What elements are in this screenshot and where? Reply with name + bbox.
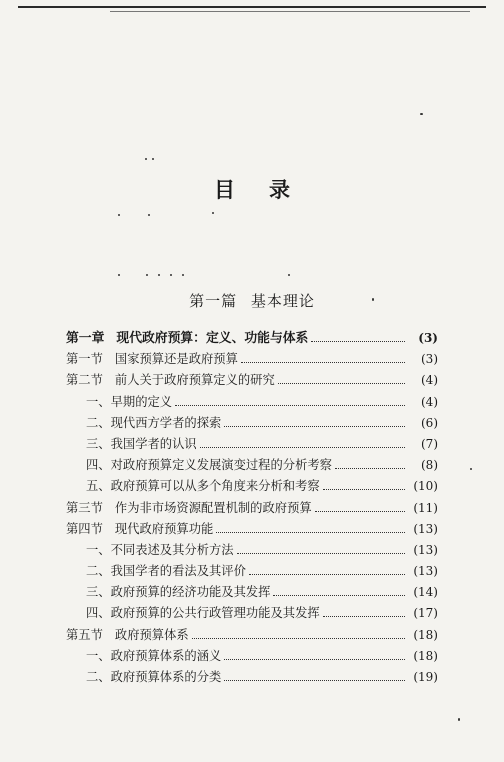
toc-entry-title: 政府预算的经济功能及其发挥 bbox=[110, 585, 271, 600]
top-border-rule-secondary bbox=[110, 11, 470, 12]
toc-dot-leader bbox=[216, 532, 405, 533]
toc-entry-number: 第四节 bbox=[66, 521, 103, 536]
toc-dot-leader bbox=[273, 595, 405, 596]
toc-entry bbox=[66, 434, 438, 455]
toc-entry-number: 五、 bbox=[86, 479, 111, 494]
toc-entry-title: 现代西方学者的探索 bbox=[110, 415, 222, 430]
toc-dot-leader bbox=[224, 680, 405, 681]
toc-dot-leader bbox=[249, 574, 405, 575]
toc-entry-number: 第二节 bbox=[66, 373, 103, 388]
scan-speck bbox=[145, 158, 147, 160]
toc-entry-title: 早期的定义 bbox=[110, 394, 173, 409]
toc-entry-title: 对政府预算定义发展演变过程的分析考察 bbox=[110, 458, 332, 473]
toc-entry-page: (11) bbox=[413, 500, 438, 515]
toc-entry-page: (17) bbox=[413, 606, 438, 621]
scan-speck bbox=[148, 214, 150, 216]
toc-entry-page: (13) bbox=[413, 542, 438, 557]
toc-entry-number: 四、 bbox=[86, 458, 111, 473]
toc-entry-number: 第三节 bbox=[66, 500, 103, 515]
toc-dot-leader bbox=[315, 511, 405, 512]
page-title: 目录 bbox=[214, 177, 324, 202]
toc-entry-page: (3) bbox=[421, 352, 438, 367]
scan-speck bbox=[470, 468, 472, 470]
toc-entry-title: 政府预算可以从多个角度来分析和考察 bbox=[110, 479, 320, 494]
toc-entry-title: 政府预算体系 bbox=[114, 627, 189, 642]
toc-entry bbox=[66, 540, 438, 561]
toc-entry-number: 一、 bbox=[86, 394, 111, 409]
toc-entry-title: 我国学者的认识 bbox=[110, 436, 197, 451]
toc-dot-leader bbox=[241, 362, 405, 363]
toc-entry-title: 政府预算体系的分类 bbox=[110, 670, 222, 684]
part-label: 第一篇 bbox=[189, 292, 238, 310]
toc-entry-page: (18) bbox=[413, 648, 438, 663]
toc-entry-number: 二、 bbox=[86, 670, 111, 684]
toc-entry-number: 一、 bbox=[86, 648, 111, 663]
toc-entry-title: 现代政府预算功能 bbox=[114, 521, 214, 536]
toc-entry bbox=[66, 328, 438, 349]
toc-entry-page: (14) bbox=[413, 585, 438, 600]
scan-speck bbox=[170, 274, 172, 276]
part-heading bbox=[0, 290, 504, 311]
scan-speck bbox=[118, 214, 120, 216]
toc-dot-leader bbox=[323, 489, 405, 490]
toc-dot-leader bbox=[175, 405, 405, 406]
toc-entry-title: 我国学者的看法及其评价 bbox=[110, 564, 246, 579]
toc-entry-title: 不同表述及其分析方法 bbox=[110, 542, 234, 557]
top-border-rule bbox=[18, 6, 486, 8]
toc-entry bbox=[66, 476, 438, 497]
scan-speck bbox=[288, 274, 290, 276]
table-of-contents bbox=[66, 328, 438, 688]
toc-entry-number: 三、 bbox=[86, 585, 111, 600]
toc-entry bbox=[66, 498, 438, 519]
toc-entry-page: (13) bbox=[413, 564, 438, 579]
toc-dot-leader bbox=[278, 383, 405, 384]
toc-entry bbox=[66, 625, 438, 646]
toc-entry bbox=[66, 561, 438, 582]
toc-entry-title: 政府预算体系的涵义 bbox=[110, 648, 222, 663]
toc-entry-page: (6) bbox=[421, 415, 438, 430]
toc-entry bbox=[66, 392, 438, 413]
toc-entry-page: (8) bbox=[421, 458, 438, 473]
toc-entry-title: 国家预算还是政府预算 bbox=[114, 352, 238, 367]
toc-entry-number: 第五节 bbox=[66, 627, 103, 642]
scan-speck bbox=[212, 212, 214, 214]
toc-entry bbox=[66, 646, 438, 667]
toc-dot-leader bbox=[237, 553, 405, 554]
toc-dot-leader bbox=[311, 341, 405, 342]
toc-entry bbox=[66, 370, 438, 391]
toc-dot-leader bbox=[323, 616, 405, 617]
toc-entry-page: (7) bbox=[421, 436, 438, 451]
scan-speck bbox=[118, 274, 120, 276]
scan-speck bbox=[152, 158, 154, 160]
toc-entry-page: (19) bbox=[413, 670, 438, 684]
toc-entry bbox=[66, 667, 438, 688]
toc-entry bbox=[66, 413, 438, 434]
toc-entry-title: 现代政府预算：定义、功能与体系 bbox=[116, 331, 309, 346]
toc-entry-number: 第一章 bbox=[66, 331, 105, 346]
toc-entry bbox=[66, 519, 438, 540]
toc-entry-page: (13) bbox=[413, 521, 438, 536]
toc-entry bbox=[66, 582, 438, 603]
toc-entry-page: (18) bbox=[413, 627, 438, 642]
toc-entry bbox=[66, 603, 438, 624]
toc-entry-title: 作为非市场资源配置机制的政府预算 bbox=[114, 500, 312, 515]
toc-entry-number: 二、 bbox=[86, 564, 111, 579]
toc-entry-title: 前人关于政府预算定义的研究 bbox=[114, 373, 275, 388]
toc-entry-number: 二、 bbox=[86, 415, 111, 430]
scan-speck bbox=[182, 274, 184, 276]
toc-entry-number: 三、 bbox=[86, 436, 111, 451]
toc-entry-page: (4) bbox=[421, 373, 438, 388]
toc-entry bbox=[66, 349, 438, 370]
scan-speck bbox=[158, 274, 160, 276]
toc-dot-leader bbox=[192, 638, 405, 639]
toc-entry-page: (10) bbox=[413, 479, 438, 494]
scan-speck bbox=[458, 718, 460, 721]
toc-dot-leader bbox=[335, 468, 405, 469]
scan-speck bbox=[420, 113, 423, 115]
toc-entry-title: 政府预算的公共行政管理功能及其发挥 bbox=[110, 606, 320, 621]
toc-dot-leader bbox=[224, 659, 405, 660]
scan-speck bbox=[146, 274, 148, 276]
toc-entry-number: 第一节 bbox=[66, 352, 103, 367]
toc-entry-number: 一、 bbox=[86, 542, 111, 557]
toc-entry-number: 四、 bbox=[86, 606, 111, 621]
toc-entry-page: (4) bbox=[421, 394, 438, 409]
toc-dot-leader bbox=[200, 447, 405, 448]
toc-dot-leader bbox=[224, 426, 405, 427]
toc-entry-page: (3) bbox=[418, 331, 438, 345]
toc-entry bbox=[66, 455, 438, 476]
part-name: 基本理论 bbox=[250, 292, 315, 310]
